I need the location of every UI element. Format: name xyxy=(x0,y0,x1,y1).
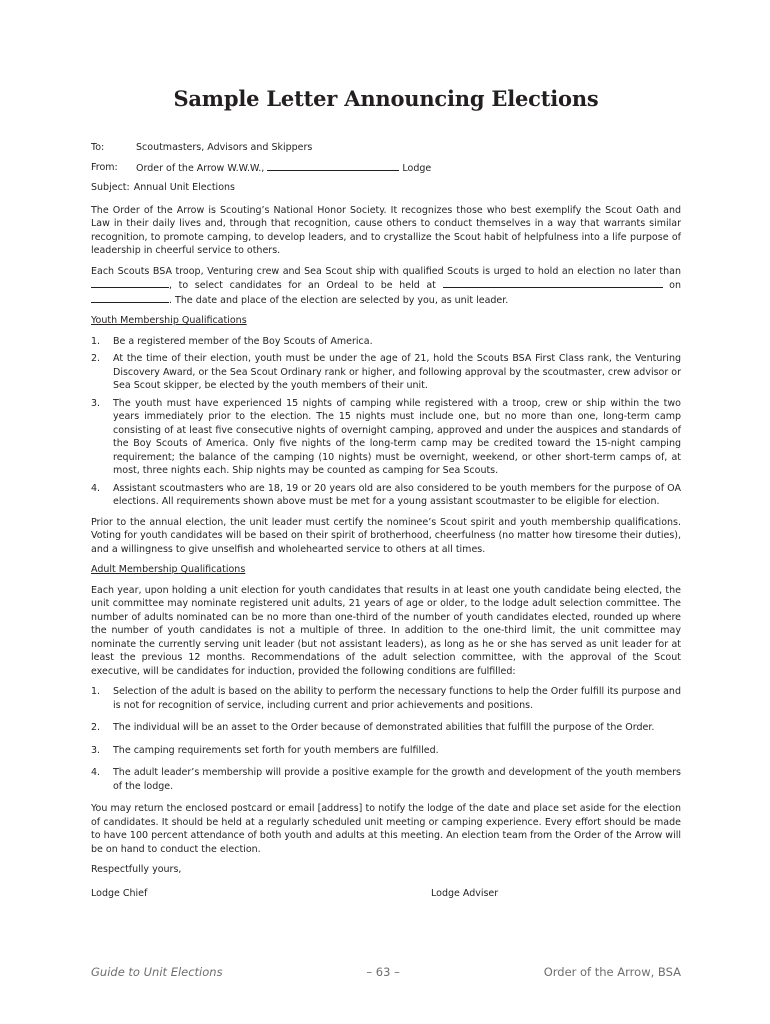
adult-paragraph: Each year, upon holding a unit election for youth candidates that results in at least one youth candidate being elected, the unit committee may nominate registered unit adults, 21 years of age or older, to the lodge adult selection committee. The number of adults nominated can be no more than one-third of the number of youth candidates elected, rounded up where the number of youth candidates is not a multiple of three. In addition to the one-third limit, the unit committee may nominate the currently serving unit leader (but not assistant leaders), as long as he or she has served as unit leader for at least the previous 12 months. Recommendations of the adult selection committee, with the approval of the Scout executive, will be candidates for induction, provided the following conditions are fulfilled: xyxy=(91,584,681,677)
adult-heading: Adult Membership Qualifications xyxy=(91,564,246,575)
item-number: 4. xyxy=(91,767,101,778)
signoff: Respectfully yours, xyxy=(91,864,182,875)
to-label: To: xyxy=(91,142,105,153)
signature-lodge-chief: Lodge Chief xyxy=(91,887,148,899)
subject-label: Subject: xyxy=(91,182,130,193)
item-text: At the time of their election, youth must be under the age of 21, hold the Scouts BSA First Class rank, the Venturing Discovery Award, or the Sea Scout Ordinary rank or higher, and following approval by the scoutmaster, crew advisor or Sea Scout skipper, be elected by the youth members of their unit. xyxy=(113,353,681,391)
item-number: 1. xyxy=(91,335,101,347)
certify-paragraph: Prior to the annual election, the unit leader must certify the nominee’s Scout spirit and youth membership qualifications. Voting for youth candidates will be based on their spirit of brotherhood, cheerfulness (no matter how tiresome their duties), and a willingness to give unselfish and wholehearted service to others at all times. xyxy=(91,516,681,555)
page-footer xyxy=(91,965,681,979)
election-text-1: Each Scouts BSA troop, Venturing crew and Sea Scout ship with qualified Scouts is urged to hold an election no later than xyxy=(91,265,681,277)
intro-paragraph: The Order of the Arrow is Scouting’s National Honor Society. It recognizes those who best exemplify the Scout Oath and Law in their daily lives and, through that recognition, cause others to conduct themselves in a way that warrants similar recognition, to promote camping, to develop leaders, and to crystallize the Scout habit of helpfulness into a life purpose of leadership in cheerful service to others. xyxy=(91,204,681,256)
item-text: The individual will be an asset to the Order because of demonstrated abilities that fulfill the purpose of the Order. xyxy=(113,722,655,733)
page-title: Sample Letter Announcing Elections xyxy=(173,86,599,111)
signature-row xyxy=(91,887,681,901)
youth-heading: Youth Membership Qualifications xyxy=(91,315,247,326)
item-number: 2. xyxy=(91,353,101,364)
ordeal-date-blank xyxy=(91,293,169,303)
list-item xyxy=(91,352,681,393)
item-number: 2. xyxy=(91,722,101,733)
election-text-2: , to select candidates for an Ordeal to be held at xyxy=(169,280,436,291)
item-number: 3. xyxy=(91,397,101,409)
footer-org: Order of the Arrow, BSA xyxy=(543,965,681,979)
list-item xyxy=(91,335,681,349)
from-value-prefix: Order of the Arrow W.W.W., xyxy=(136,162,265,174)
list-item xyxy=(91,766,681,793)
item-text: Selection of the adult is based on the ability to perform the necessary functions to help the Order fulfill its purpose and is not for recognition of service, including current and prior achievements and positions. xyxy=(113,686,681,711)
item-text: The adult leader’s membership will provide a positive example for the growth and development of the youth members of the lodge. xyxy=(113,767,681,792)
from-value-suffix: Lodge xyxy=(402,162,432,174)
election-text-3: on xyxy=(669,280,681,291)
list-item xyxy=(91,744,681,758)
item-number: 3. xyxy=(91,744,101,756)
item-text: Be a registered member of the Boy Scouts of America. xyxy=(113,335,373,347)
list-item xyxy=(91,721,681,735)
item-text: The youth must have experienced 15 nights of camping while registered with a troop, crew or ship within the two years immediately prior to the election. The 15 nights must include one, but no more than one, long-term camp consisting of at least five consecutive nights of overnight camping, approved and under the auspices and standards of the Boy Scouts of America. Only five nights of the long-term camp may be credited toward the 15-night camping requirement; the balance of the camping (10 nights) must be overnight, weekend, or other short-term camps of, at most, three nights each. Ship nights may be counted as camping for Sea Scouts. xyxy=(113,397,681,476)
to-row xyxy=(91,141,681,155)
item-number: 4. xyxy=(91,482,101,494)
list-item xyxy=(91,685,681,712)
from-label: From: xyxy=(91,161,118,173)
letter-body xyxy=(91,141,681,900)
footer-guide-title: Guide to Unit Elections xyxy=(91,965,223,979)
subject-value: Annual Unit Elections xyxy=(133,182,235,193)
subject-row xyxy=(91,181,681,195)
youth-list xyxy=(91,335,681,509)
deadline-blank xyxy=(91,278,169,288)
adult-list xyxy=(91,685,681,793)
item-text: The camping requirements set forth for youth members are fulfilled. xyxy=(113,744,439,756)
list-item xyxy=(91,397,681,478)
list-item xyxy=(91,482,681,509)
lodge-name-blank xyxy=(267,161,399,171)
election-text-4: . The date and place of the election are selected by you, as unit leader. xyxy=(169,294,509,306)
election-paragraph xyxy=(91,265,681,308)
from-row xyxy=(91,161,681,176)
item-text: Assistant scoutmasters who are 18, 19 or 20 years old are also considered to be youth members for the purpose of OA elections. All requirements shown above must be met for a young assistant scoutmaster to be eligible for election. xyxy=(113,482,681,507)
to-value: Scoutmasters, Advisors and Skippers xyxy=(136,142,313,153)
from-value xyxy=(136,161,431,176)
ordeal-location-blank xyxy=(443,278,663,288)
item-number: 1. xyxy=(91,686,101,697)
signature-lodge-adviser: Lodge Adviser xyxy=(431,887,499,899)
closing-paragraph: You may return the enclosed postcard or email [address] to notify the lodge of the date and place set aside for the election of candidates. It should be held at a regularly scheduled unit meeting or camping experience. Every effort should be made to have 100 percent attendance of both youth and adults at this meeting. An election team from the Order of the Arrow will be on hand to conduct the election. xyxy=(91,803,681,855)
page-number: – 63 – xyxy=(366,965,400,979)
